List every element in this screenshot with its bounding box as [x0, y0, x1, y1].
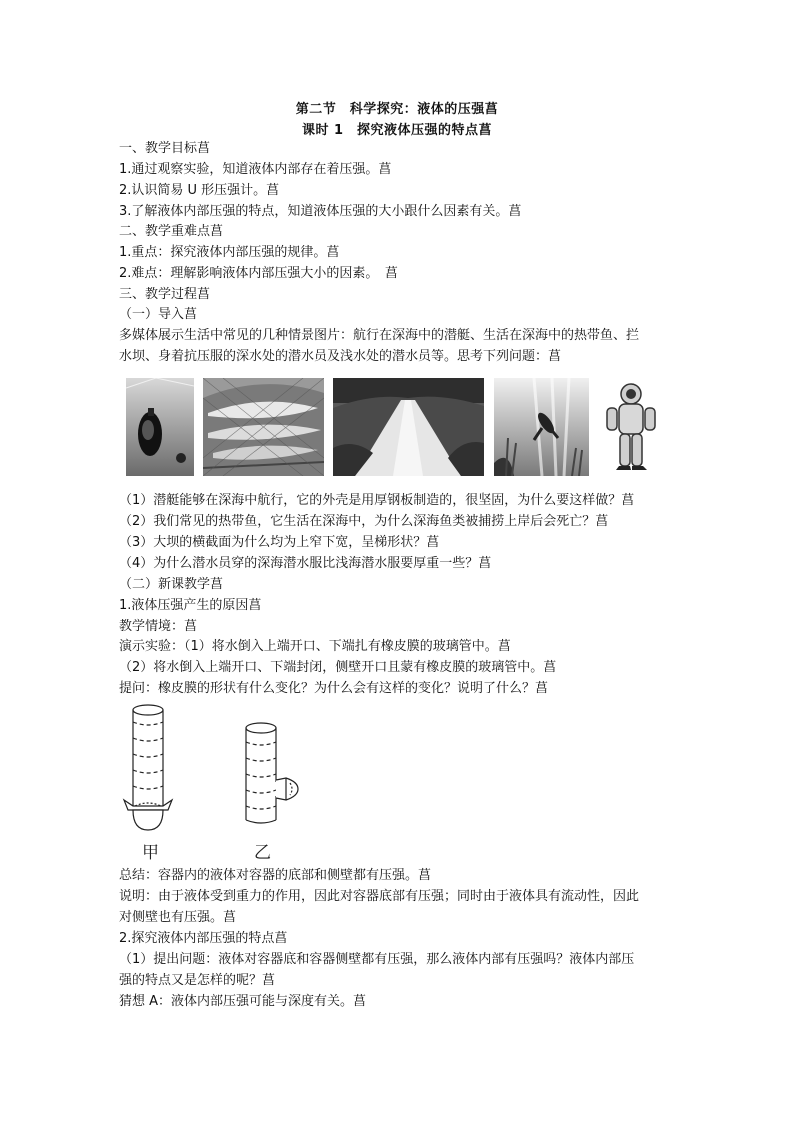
- objective-1: 1.通过观察实验，知道液体内部存在着压强。菖: [119, 162, 392, 177]
- question-3: （3）大坝的横截面为什么均为上窄下宽，呈梯形状？菖: [119, 535, 440, 550]
- shallow-diver-photo: [494, 378, 589, 476]
- submarine-photo: [126, 378, 194, 476]
- intro-text-1: 多媒体展示生活中常见的几种情景图片：航行在深海中的潜艇、生活在深海中的热带鱼、拦: [119, 328, 640, 343]
- raise-question-2: 强的特点又是怎样的呢？菖: [119, 973, 276, 988]
- lesson-title: 课时 1 探究液体压强的特点菖: [301, 123, 493, 138]
- label-yi: 乙: [254, 843, 271, 863]
- topic-2-heading: 2.探究液体内部压强的特点菖: [119, 931, 288, 946]
- demo-experiment-2: （2）将水倒入上端开口、下端封闭，侧壁开口且蒙有橡皮膜的玻璃管中。菖: [119, 660, 557, 675]
- objective-2: 2.认识简易 U 形压强计。菖: [119, 183, 280, 198]
- explanation-1: 说明：由于液体受到重力的作用，因此对容器底部有压强；同时由于液体具有流动性，因此: [119, 889, 640, 904]
- question-4: （4）为什么潜水员穿的深海潜水服比浅海潜水服要厚重一些？菖: [119, 556, 492, 571]
- subheading-intro: （一）导入菖: [119, 307, 198, 322]
- objective-3: 3.了解液体内部压强的特点，知道液体压强的大小跟什么因素有关。菖: [119, 204, 522, 219]
- explanation-2: 对侧壁也有压强。菖: [119, 910, 237, 925]
- hypothesis-a: 猜想 A：液体内部压强可能与深度有关。菖: [119, 994, 367, 1009]
- key-point-2: 2.难点：理解影响液体内部压强大小的因素。 菖: [119, 266, 398, 281]
- fish-photo: [203, 378, 324, 476]
- summary: 总结：容器内的液体对容器的底部和侧壁都有压强。菖: [119, 868, 432, 883]
- intro-text-2: 水坝、身着抗压服的深水处的潜水员及浅水处的潜水员等。思考下列问题：菖: [119, 349, 562, 364]
- demo-experiment-1: 演示实验：（1）将水倒入上端开口、下端扎有橡皮膜的玻璃管中。菖: [119, 639, 511, 654]
- dam-photo: [333, 378, 484, 476]
- heading-objectives: 一、教学目标菖: [119, 141, 211, 156]
- raise-question-1: （1）提出问题：液体对容器底和容器侧壁都有压强，那么液体内部有压强吗？液体内部压: [119, 952, 635, 967]
- subheading-new-lesson: （二）新课教学菖: [119, 577, 224, 592]
- deep-diver-photo: [601, 378, 661, 476]
- tube-jia: [124, 705, 172, 830]
- section-title: 第二节 科学探究：液体的压强菖: [295, 102, 499, 117]
- question-1: （1）潜艇能够在深海中航行，它的外壳是用厚钢板制造的，很坚固，为什么要这样做？菖: [119, 493, 635, 508]
- heading-key-points: 二、教学重难点菖: [119, 224, 224, 239]
- question-2: （2）我们常见的热带鱼，它生活在深海中，为什么深海鱼类被捕捞上岸后会死亡？菖: [119, 514, 609, 529]
- topic-1-heading: 1.液体压强产生的原因菖: [119, 598, 262, 613]
- heading-process: 三、教学过程菖: [119, 287, 211, 302]
- key-point-1: 1.重点：探究液体内部压强的规律。菖: [119, 245, 340, 260]
- experiment-figure: [118, 700, 318, 864]
- teaching-scenario: 教学情境：菖: [119, 619, 198, 634]
- tube-yi: [246, 723, 298, 823]
- label-jia: 甲: [142, 843, 159, 863]
- prompt-question: 提问：橡皮膜的形状有什么变化？为什么会有这样的变化？说明了什么？菖: [119, 681, 549, 696]
